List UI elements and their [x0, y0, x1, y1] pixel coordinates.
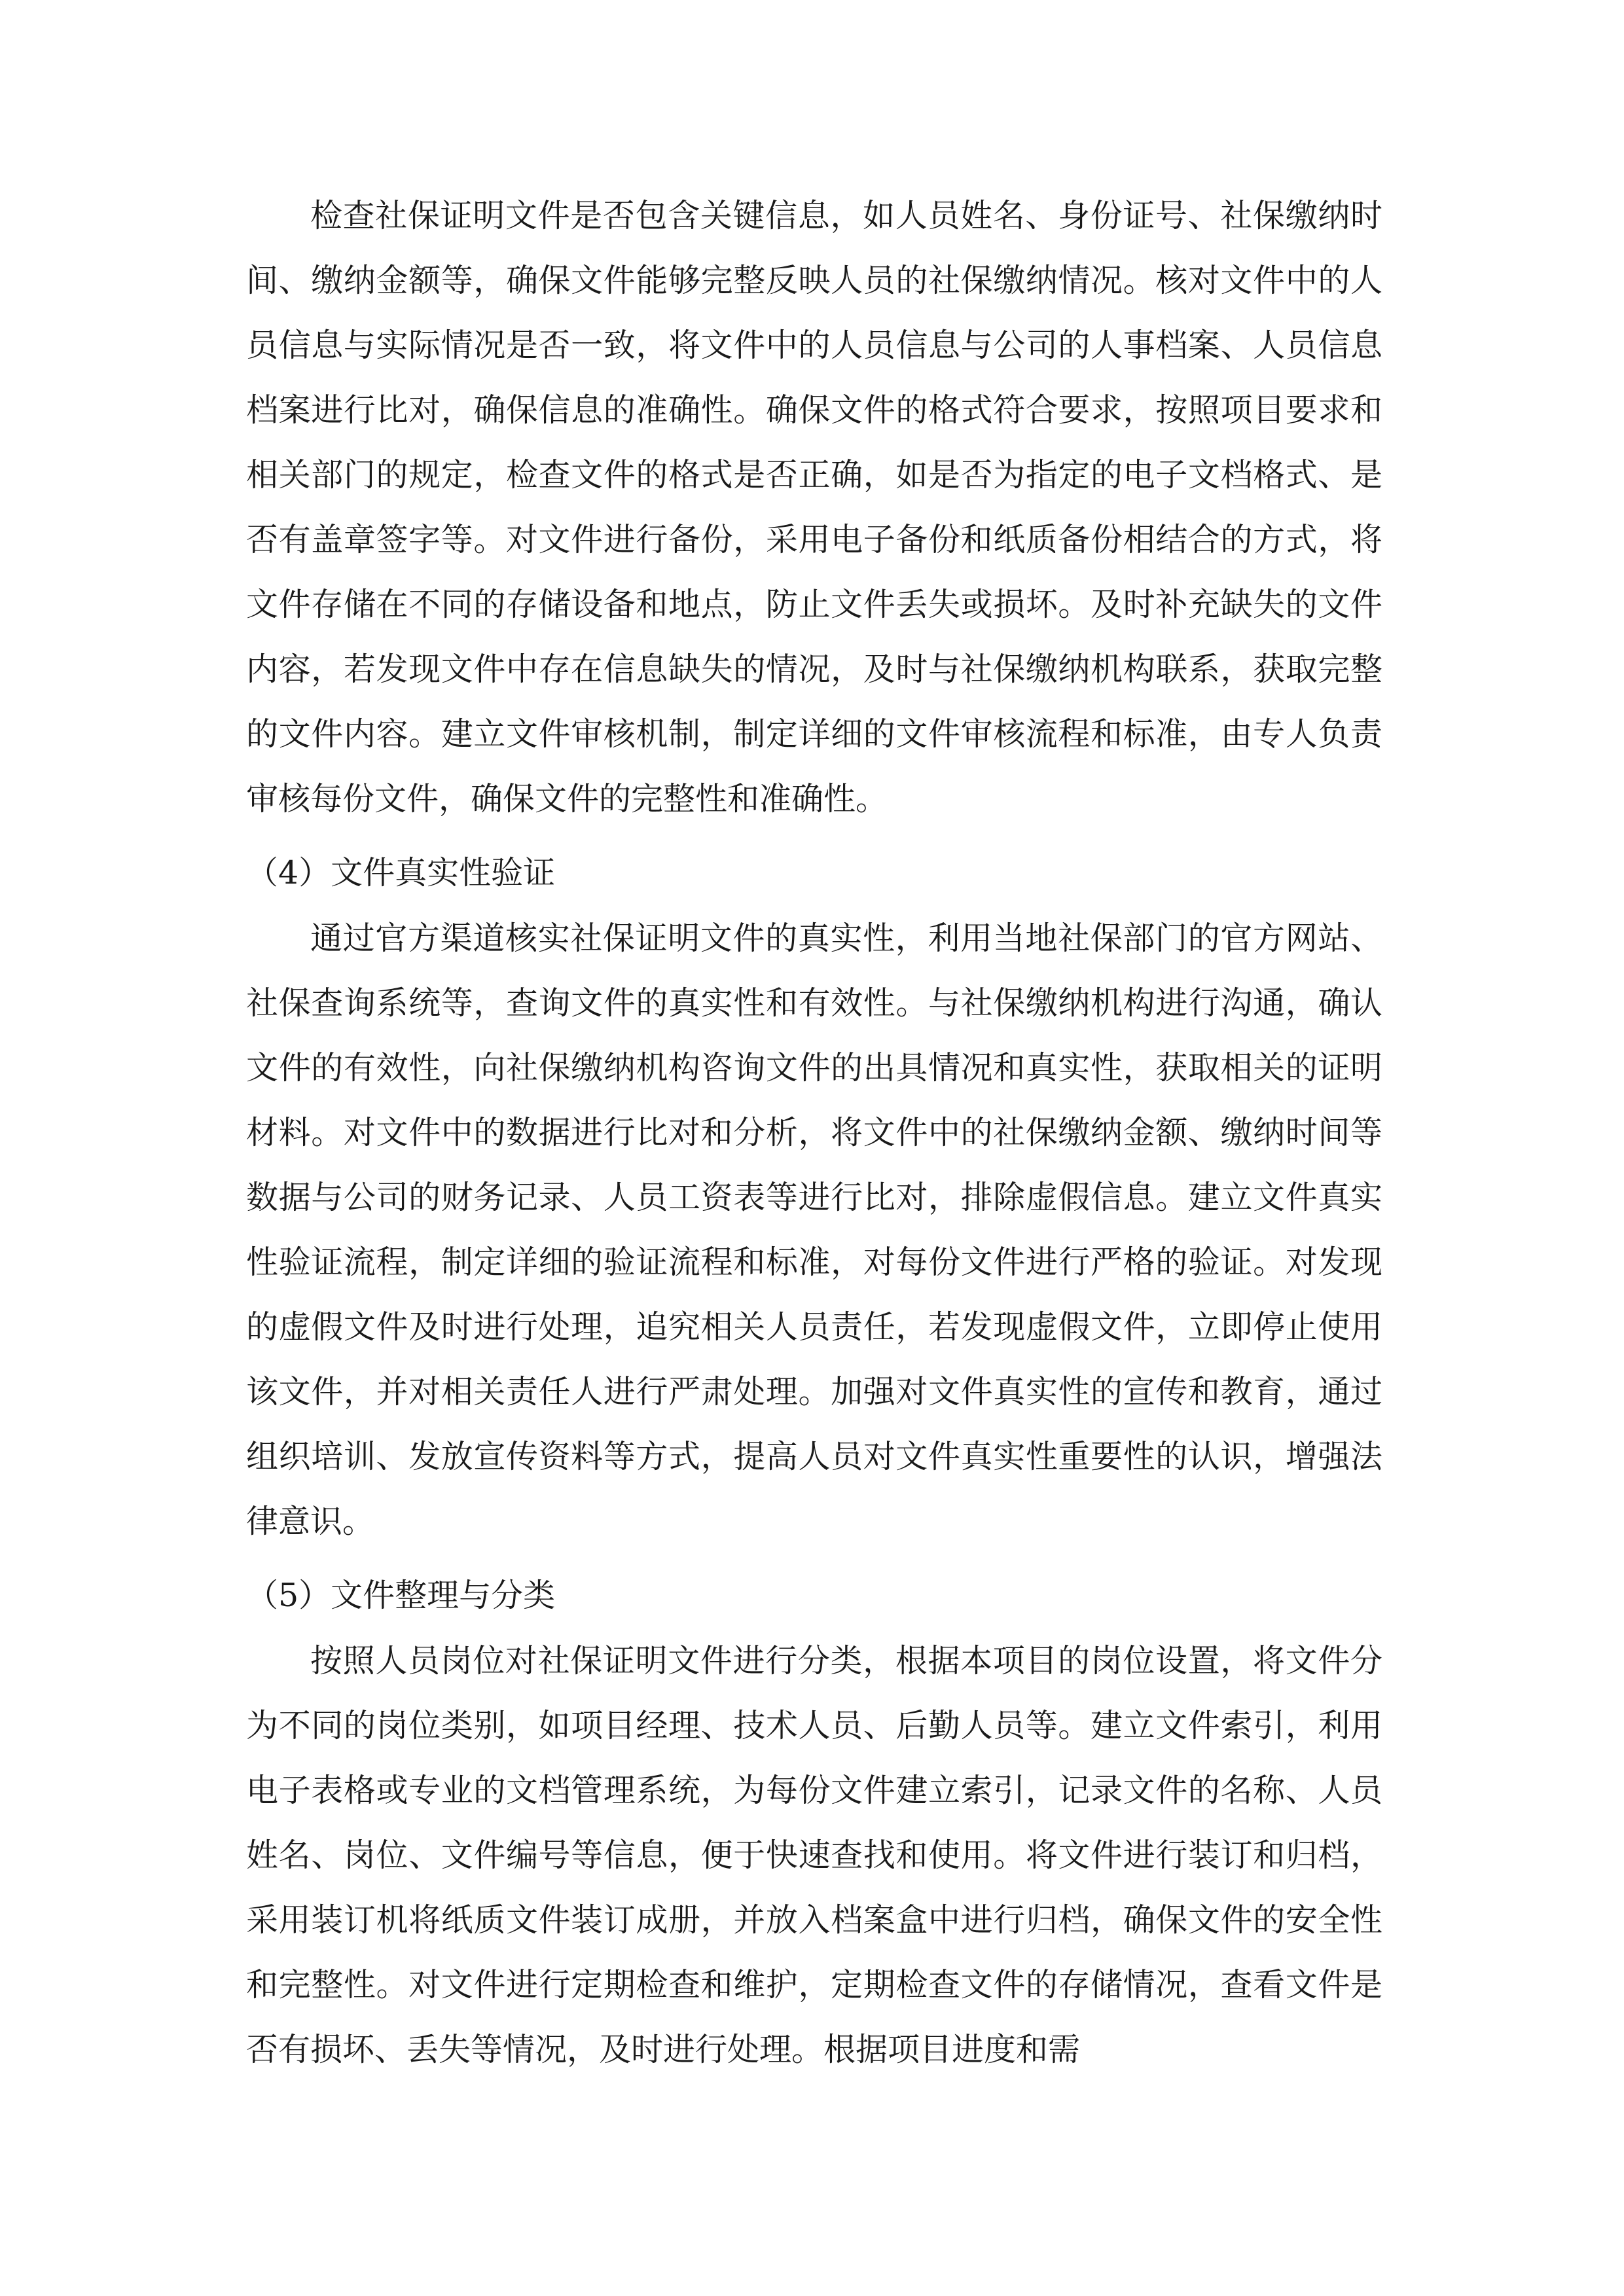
- section-heading-authenticity-verification: （4）文件真实性验证: [246, 854, 556, 891]
- document-body: [246, 183, 1382, 2082]
- paragraph-authenticity-verification: 通过官方渠道核实社保证明文件的真实性，利用当地社保部门的官方网站、社保查询系统等，查询文件的真实性和有效性。与社保缴纳机构进行沟通，确认文件的有效性，向社保缴纳机构咨询文件的出具情况和真实性，获取相关的证明材料。对文件中的数据进行比对和分析，将文件中的社保缴纳金额、缴纳时间等数据与公司的财务记录、人员工资表等进行比对，排除虚假信息。建立文件真实性验证流程，制定详细的验证流程和标准，对每份文件进行严格的验证。对发现的虚假文件及时进行处理，追究相关人员责任，若发现虚假文件，立即停止使用该文件，并对相关责任人进行严肃处理。加强对文件真实性的宣传和教育，通过组织培训、发放宣传资料等方式，提高人员对文件真实性重要性的认识，增强法律意识。: [246, 920, 1382, 1540]
- paragraph-sorting-classification: 按照人员岗位对社保证明文件进行分类，根据本项目的岗位设置，将文件分为不同的岗位类别，如项目经理、技术人员、后勤人员等。建立文件索引，利用电子表格或专业的文档管理系统，为每份文件建立索引，记录文件的名称、人员姓名、岗位、文件编号等信息，便于快速查找和使用。将文件进行装订和归档，采用装订机将纸质文件装订成册，并放入档案盒中进行归档，确保文件的安全性和完整性。对文件进行定期检查和维护，定期检查文件的存储情况，查看文件是否有损坏、丢失等情况，及时进行处理。根据项目进度和需: [246, 1642, 1382, 2068]
- paragraph-document-integrity-check: 检查社保证明文件是否包含关键信息，如人员姓名、身份证号、社保缴纳时间、缴纳金额等，确保文件能够完整反映人员的社保缴纳情况。核对文件中的人员信息与实际情况是否一致，将文件中的人员信息与公司的人事档案、人员信息档案进行比对，确保信息的准确性。确保文件的格式符合要求，按照项目要求和相关部门的规定，检查文件的格式是否正确，如是否为指定的电子文档格式、是否有盖章签字等。对文件进行备份，采用电子备份和纸质备份相结合的方式，将文件存储在不同的存储设备和地点，防止文件丢失或损坏。及时补充缺失的文件内容，若发现文件中存在信息缺失的情况，及时与社保缴纳机构联系，获取完整的文件内容。建立文件审核机制，制定详细的文件审核流程和标准，由专人负责审核每份文件，确保文件的完整性和准确性。: [246, 197, 1382, 817]
- section-heading-sorting-classification: （5）文件整理与分类: [246, 1577, 556, 1614]
